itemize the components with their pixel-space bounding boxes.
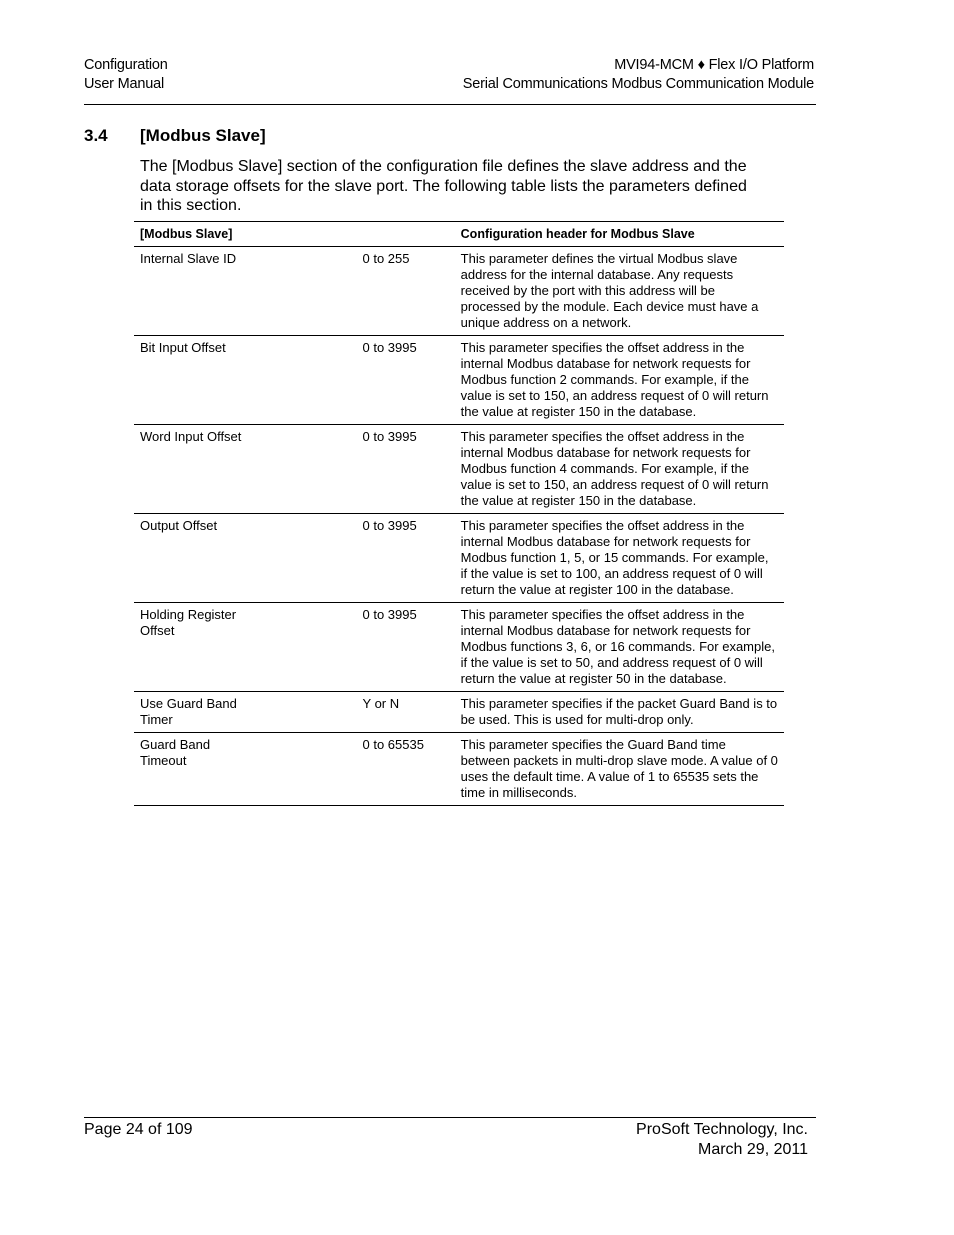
header-right xyxy=(463,56,814,94)
param-name: Bit Input Offset xyxy=(140,340,226,355)
header-module: Serial Communications Modbus Communication Module xyxy=(462,76,814,92)
header-product: MVI94-MCM ♦ Flex I/O Platform xyxy=(614,57,814,73)
table-header-row xyxy=(134,222,784,247)
header-left xyxy=(84,56,168,94)
param-range: Y or N xyxy=(362,696,400,711)
footer-date: March 29, 2011 xyxy=(698,1141,808,1158)
page-number: Page 24 of 109 xyxy=(84,1121,193,1138)
table-header-section: [Modbus Slave] xyxy=(140,227,233,241)
parameter-table xyxy=(134,221,784,806)
param-description: This parameter defines the virtual Modbus slave address for the internal database. Any requests received by the port with this address will be processed by the module. Each device must have a unique address on a network. xyxy=(460,251,759,330)
param-description: This parameter specifies the Guard Band time between packets in multi-drop slave mode. A value of 0 uses the default time. A value of 1 to 65535 sets the time in milliseconds. xyxy=(460,737,778,800)
param-description: This parameter specifies the offset address in the internal Modbus database for network requests for Modbus function 4 commands. For example, if the value is set to 150, an address request of 0 will return the value at register 150 in the database. xyxy=(460,429,769,508)
param-description: This parameter specifies the offset address in the internal Modbus database for network requests for Modbus function 1, 5, or 15 commands. For example, if the value is set to 100, an address request of 0 will return the value at register 100 in the database. xyxy=(460,518,769,597)
table-row xyxy=(134,425,784,514)
param-name: Internal Slave ID xyxy=(140,251,237,266)
param-range: 0 to 3995 xyxy=(362,607,417,622)
table-row xyxy=(134,733,784,806)
header-chapter: Configuration xyxy=(84,57,168,73)
param-name: Output Offset xyxy=(140,518,218,533)
param-name: Use Guard Band Timer xyxy=(140,696,237,727)
footer-company: ProSoft Technology, Inc. xyxy=(636,1121,808,1138)
table-row xyxy=(134,247,784,336)
param-range: 0 to 3995 xyxy=(362,429,417,444)
header-divider xyxy=(84,104,816,105)
footer-right xyxy=(636,1120,808,1160)
param-range: 0 to 3995 xyxy=(362,518,417,533)
table-row xyxy=(134,336,784,425)
section-number: 3.4 xyxy=(84,126,108,145)
param-name: Holding Register Offset xyxy=(140,607,237,638)
table-header-range xyxy=(357,222,455,247)
table-row xyxy=(134,514,784,603)
param-description: This parameter specifies the offset address in the internal Modbus database for network requests for Modbus functions 3, 6, or 16 commands. For example, if the value is set to 50, and address request of 0 will return the value at register 50 in the database. xyxy=(460,607,775,686)
table-row xyxy=(134,603,784,692)
table-header-description: Configuration header for Modbus Slave xyxy=(460,227,695,241)
footer-divider xyxy=(84,1117,816,1118)
table-row xyxy=(134,692,784,733)
section-intro: The [Modbus Slave] section of the configuration file defines the slave address and the data storage offsets for the slave port. The following table lists the parameters defined in this section. xyxy=(140,158,747,214)
header-manual: User Manual xyxy=(84,76,164,92)
param-range: 0 to 65535 xyxy=(362,737,424,752)
section-title: [Modbus Slave] xyxy=(140,126,266,145)
param-name: Guard Band Timeout xyxy=(140,737,211,768)
param-range: 0 to 3995 xyxy=(362,340,417,355)
param-description: This parameter specifies if the packet Guard Band is to be used. This is used for multi-drop only. xyxy=(460,696,778,727)
param-name: Word Input Offset xyxy=(140,429,242,444)
param-description: This parameter specifies the offset address in the internal Modbus database for network requests for Modbus function 2 commands. For example, if the value is set to 150, an address request of 0 will return the value at register 150 in the database. xyxy=(460,340,769,419)
param-range: 0 to 255 xyxy=(362,251,410,266)
